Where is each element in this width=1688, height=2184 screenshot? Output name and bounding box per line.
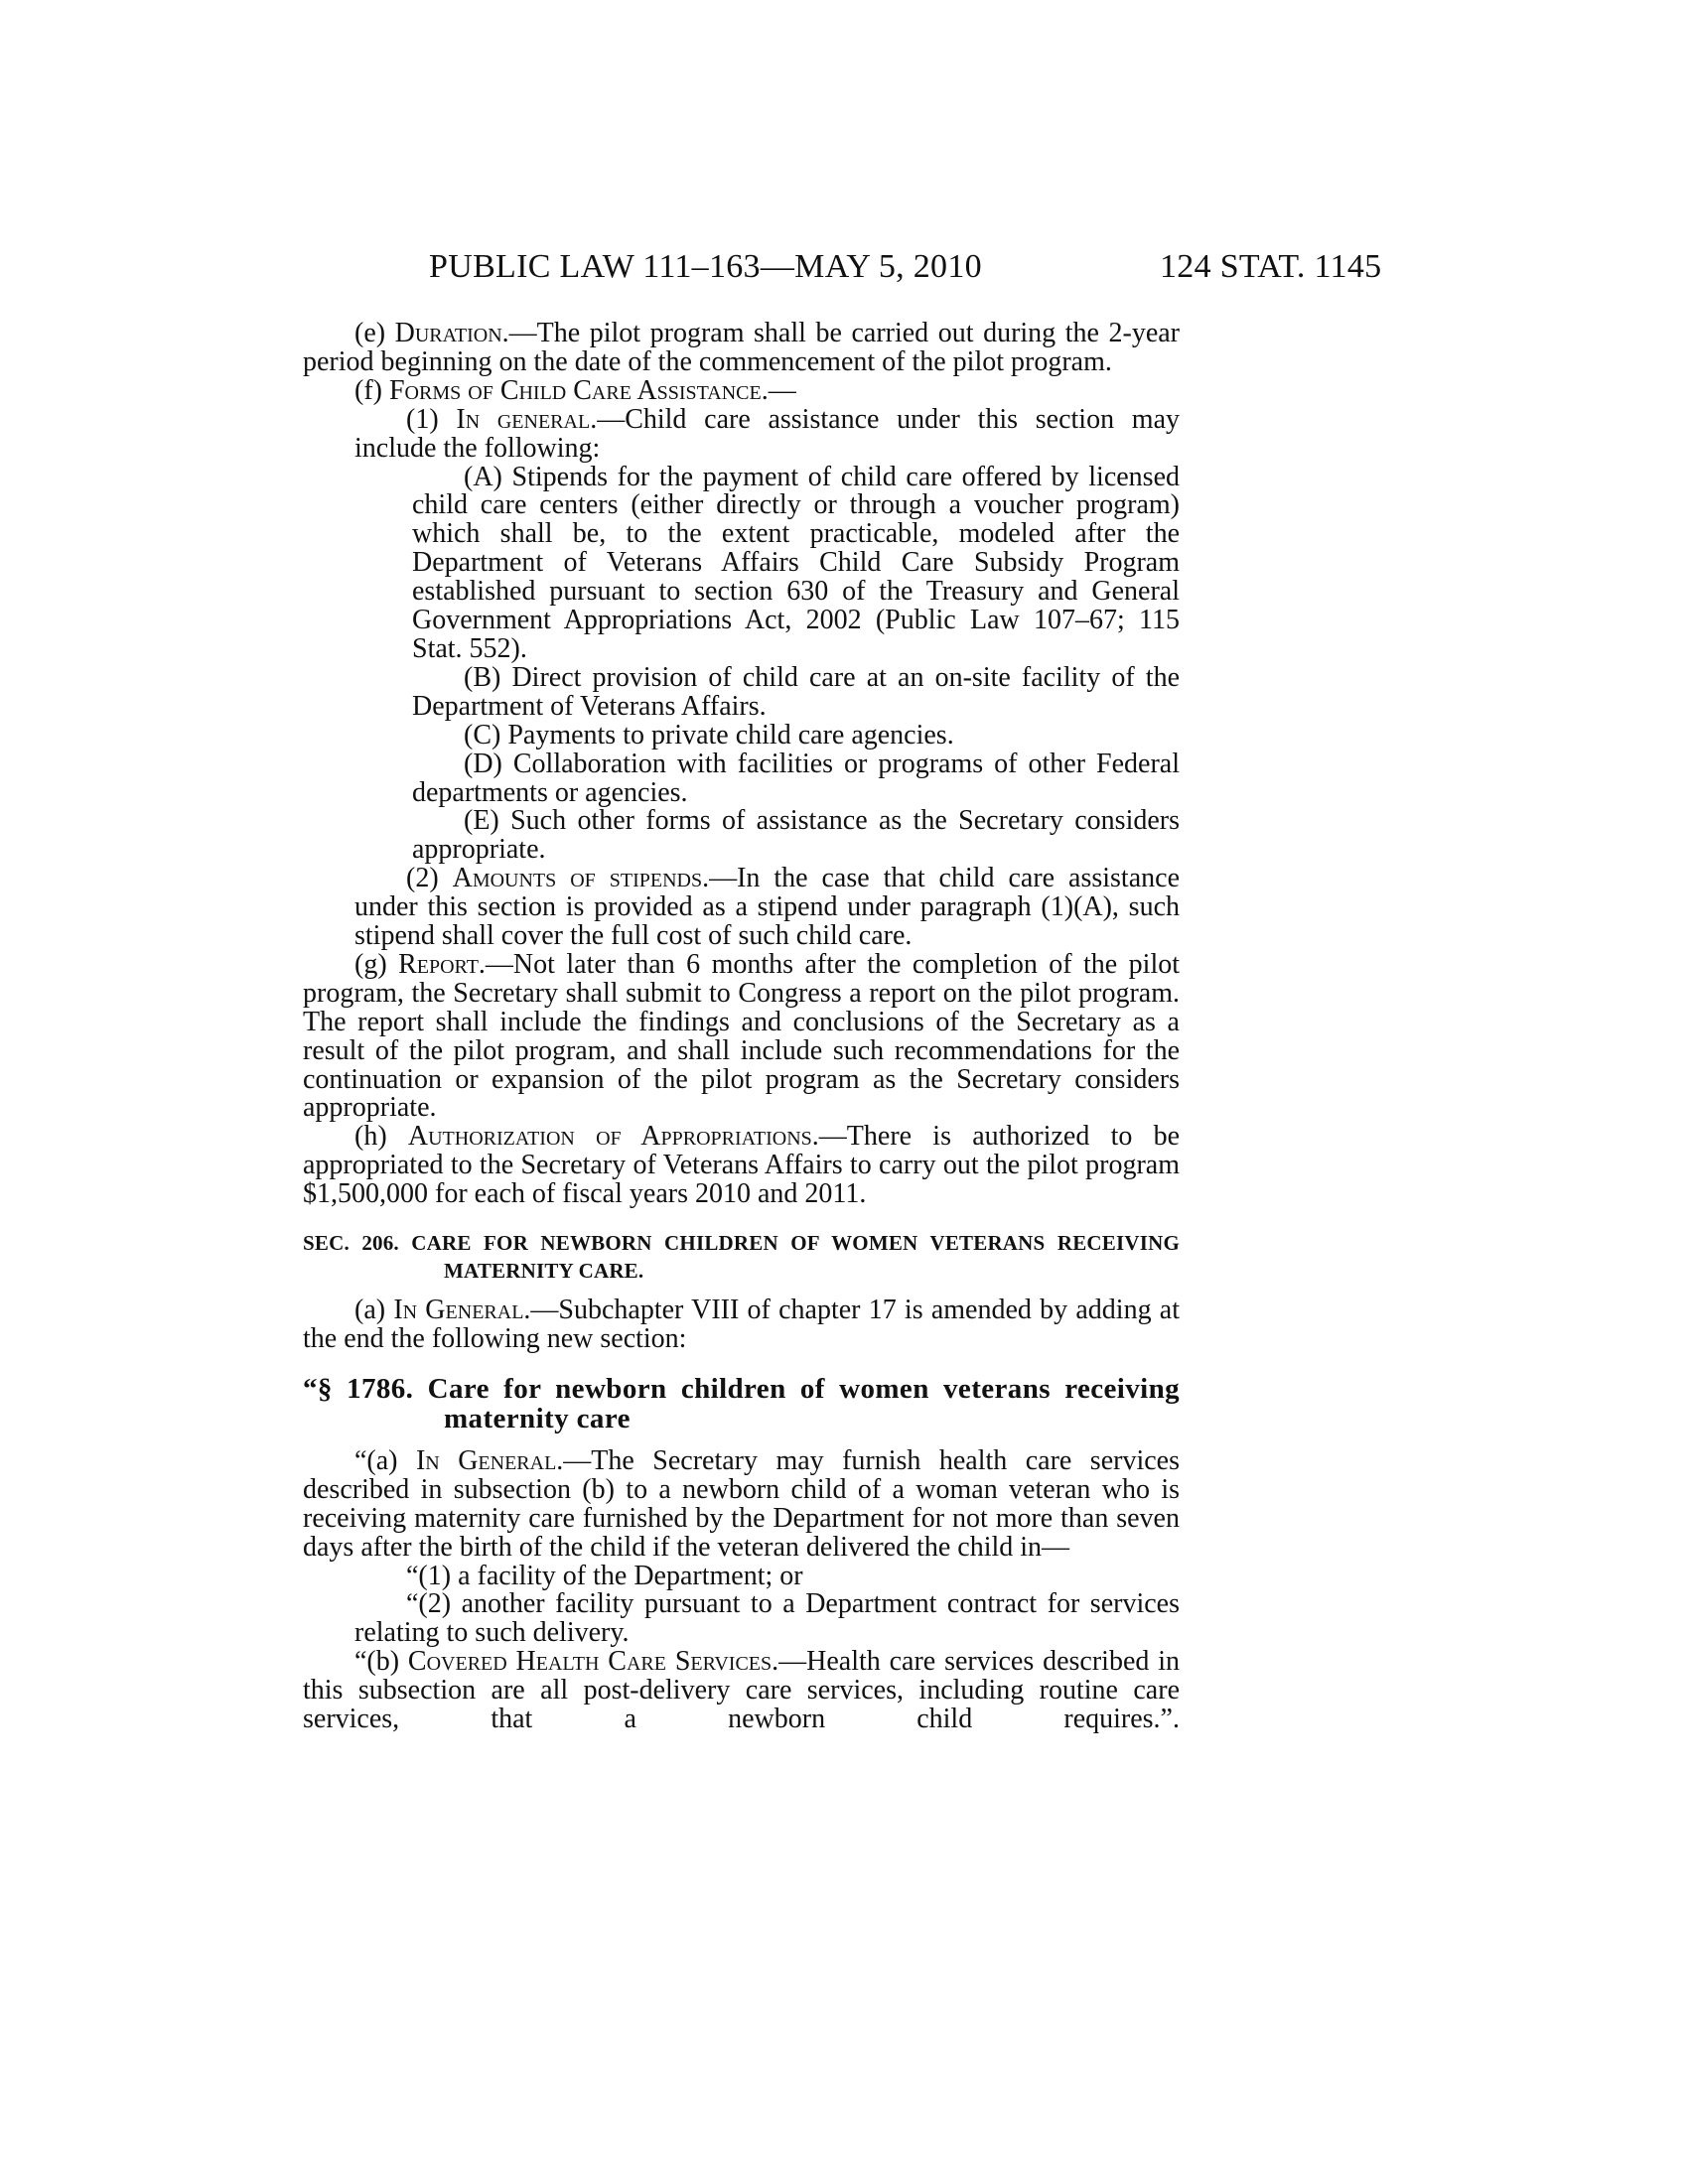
section-1786-a-2: “(2) another facility pursuant to a Department contract for services relating to such delivery. xyxy=(354,1588,1180,1649)
subsection-e: (e) Duration.—The pilot program shall be carried out during the 2-year period beginning on the date of the commencement of the pilot program. xyxy=(303,318,1181,377)
paragraph-f-1: (1) In general.—Child care assistance under this section may include the following: xyxy=(354,403,1181,464)
subparagraph-B: (B) Direct provision of child care at an on-site facility of the Department of Veterans Affairs. xyxy=(412,661,1180,722)
subparagraph-C: (C) Payments to private child care agencies. xyxy=(464,719,954,751)
statute-body xyxy=(303,320,1180,1734)
paragraph-f-1-heading: In general xyxy=(456,403,591,435)
paragraph-f-2: (2) Amounts of stipends.—In the case that child care assistance under this section is provided as a stipend under paragraph (1)(A), such stipend shall cover the full cost of such child care. xyxy=(354,863,1180,952)
subsection-f-heading: Forms of Child Care Assistance xyxy=(388,374,762,406)
subsection-f: (f) Forms of Child Care Assistance.— xyxy=(354,374,796,406)
subsection-g: (g) Report.—Not later than 6 months after the completion of the pilot program, the Secretary shall submit to Congress a report on the pilot program. The report shall include the findings and conclusions of the Secretary as a result of the pilot program, and shall include such recommendations for the continuation or expansion of the pilot program as the Secretary considers appropriate. xyxy=(303,948,1181,1124)
subsection-e-heading: Duration xyxy=(394,318,502,348)
subsection-g-heading: Report xyxy=(398,948,479,980)
section-1786-a-heading: In General xyxy=(415,1444,557,1476)
stat-page-number: 124 STAT. 1145 xyxy=(1160,248,1382,285)
section-206-a-heading: In General xyxy=(393,1295,524,1326)
running-title: PUBLIC LAW 111–163—MAY 5, 2010 xyxy=(429,248,982,285)
section-1786-subsection-b: “(b) Covered Health Care Services.—Health care services described in this subsection are all post-delivery care services, including routine care services, that a newborn child requires.”. xyxy=(303,1646,1180,1735)
section-206-subsection-a: (a) In General.—Subchapter VIII of chapter 17 is amended by adding at the end the following new section: xyxy=(303,1295,1181,1354)
section-1786-a-1: “(1) a facility of the Department; or xyxy=(406,1560,803,1591)
section-1786-heading: “§ 1786. Care for newborn children of women veterans receiving maternity care xyxy=(303,1372,1180,1434)
section-1786-b-heading: Covered Health Care Services xyxy=(407,1646,773,1678)
subsection-h: (h) Authorization of Appropriations.—There is authorized to be appropriated to the Secretary of Veterans Affairs to carry out the pilot program $1,500,000 for each of fiscal years 2010 and 2011. xyxy=(303,1121,1180,1210)
subparagraph-D: (D) Collaboration with facilities or programs of other Federal departments or agencies. xyxy=(412,748,1180,808)
paragraph-f-2-heading: Amounts of stipends xyxy=(452,863,703,894)
subparagraph-E: (E) Such other forms of assistance as the Secretary considers appropriate. xyxy=(412,805,1180,866)
section-1786-subsection-a: “(a) In General.—The Secretary may furnish health care services described in subsection (b) to a newborn child of a woman veteran who is receiving maternity care furnished by the Department for not more than seven days after the birth of the child if the veteran delivered the child in— xyxy=(303,1444,1180,1563)
subsection-h-heading: Authorization of Appropriations xyxy=(407,1121,812,1153)
subparagraph-A: (A) Stipends for the payment of child care offered by licensed child care centers (either directly or through a voucher program) which shall be, to the extent practicable, modeled after the Department of Veterans Affairs Child Care Subsidy Program established pursuant to section 630 of the Treasury and General Government Appropriations Act, 2002 (Public Law 107–67; 115 Stat. 552). xyxy=(412,461,1180,664)
section-206-heading: SEC. 206. CARE FOR NEWBORN CHILDREN OF WOMEN VETERANS RECEIVING MATERNITY CARE. xyxy=(303,1231,1180,1284)
page-header xyxy=(0,248,1688,296)
